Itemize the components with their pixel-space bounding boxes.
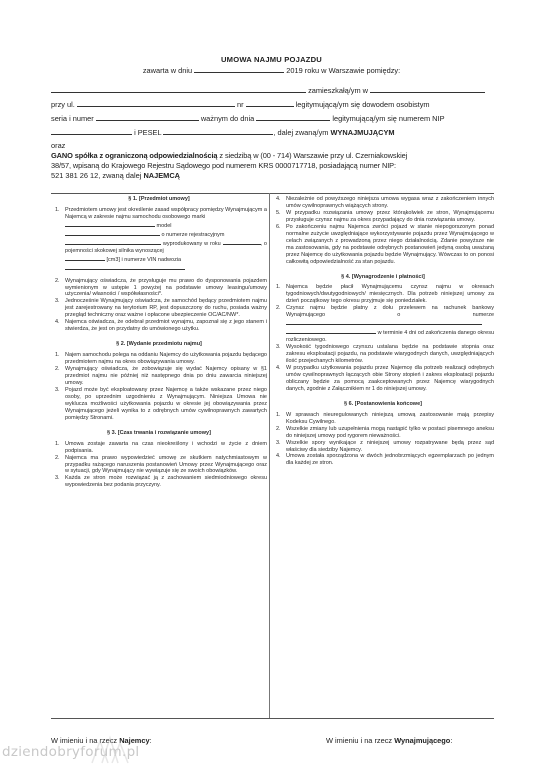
list-item: 3. Pojazd może być eksploatowany przez Najemcę a także wskazane przez niego osoby, po uprzednim uzgodnieniu z Wynajmującym. Niniejsza Umowa nie wyklucza możliwości użytkowania pojazdu w okresie jej obowiązywania przez Wynajmującego jeżeli wynika to z odrębnych umów cywilnoprawnych zawartych pomiędzy Stronami. (55, 386, 267, 421)
signature-najemca: W imieniu i na rzecz Najemcy: (51, 736, 152, 745)
intro-line-1: zawarta w dniu 2019 roku w Warszawie pomiędzy: (142, 66, 401, 75)
section-6-title: § 6. [Postanowienia końcowe] (344, 400, 422, 407)
column-divider (269, 193, 270, 718)
nip-field[interactable] (51, 127, 132, 135)
list-item: 3. Wysokość tygodniowego czynszu ustalana będzie na podstawie stopnia oraz zakresu eksploatacji pojazdu, na podstawie wiarygodnych danych, uwzględniających ilość przejechanych kilometrów. (276, 344, 494, 365)
intro-line-2: zamieszkałą/ym w (51, 85, 493, 96)
bank-account-field-cont[interactable] (286, 328, 376, 334)
list-item: 4. Niezależnie od powyższego niniejsza umowa wygasa wraz z zakończeniem innych umów cywilnoprawnych wiążących strony. (276, 196, 494, 209)
list-item: 3. Jednocześnie Wynajmujący oświadcza, że samochód będący przedmiotem najmu jest zarejestrowany na terytorium RP, jest dopuszczony do ruchu, posiada ważny przegląd techniczny oraz ważne i opłacone ubezpieczenie OC/AC/NW*. (55, 298, 267, 319)
right-column (272, 193, 494, 467)
section-2-title: § 2. [Wydanie przedmiotu najmu] (116, 341, 202, 348)
list-item: 4. Umowa została sporządzona w dwóch jednobrzmiących egzemplarzach po jednym dla każdej ze stron. (276, 453, 494, 467)
box-bottom-border (51, 718, 494, 719)
engine-capacity-field[interactable] (65, 255, 105, 261)
list-item: 3. Każda ze stron może rozwiązać ją z zachowaniem siedmiodniowego okresu wypowiedzenia bez podania przyczyny. (55, 475, 267, 489)
production-year-field[interactable] (223, 239, 261, 245)
street-field[interactable] (77, 99, 235, 107)
list-item: 4. W przypadku użytkowania pojazdu przez Najemcę dla potrzeb realizacji odrębnych umów cywilnoprawnych łączących obie Strony stopień i zakres eksploatacji pojazdu obliczany będzie za pomocą zaakceptowanych przez Najemcę wiarygodnych danych, zgodnie z Załącznikiem nr 1 do niniejszej umowy. (276, 364, 494, 392)
date-field[interactable] (194, 65, 284, 73)
left-column (51, 193, 267, 489)
list-item: 4. Najemca oświadcza, że odebrał przedmiot wynajmu, zapoznał się z jego stanem i stwierdza, że jest on przydatny do umówionego użytku. (55, 319, 267, 333)
registration-field[interactable] (65, 239, 161, 245)
list-item: 3. Wszelkie spory wynikające z niniejszej umowy rozpatrywane będą przez sąd właściwy dla siedziby Najemcy. (276, 439, 494, 453)
car-model-field[interactable] (65, 230, 160, 236)
house-number-field[interactable] (246, 99, 294, 107)
section-4-title: § 4. [Wynagrodzenie i płatności] (341, 273, 425, 280)
list-item: 1. Najemca będzie płacił Wynajmującemu czynsz najmu w okresach tygodniowych/dwutygodniowych/ miesięcznych. Dla potrzeb niniejszej umowy za dzień początkowy tego okresu przyjmuje się poniedziałek. (276, 284, 494, 305)
vin-field[interactable] (65, 264, 185, 270)
intro-line-4: seria i numer ważnym do dnia legitymującą/ym się numerem NIP (51, 114, 445, 123)
list-item: 2. Najemca ma prawo wypowiedzieć umowę ze skutkiem natychmiastowym w przypadku rażącego naruszenia postanowień Umowy przez Wynajmującego oraz w sytuacji, gdy Wynajmujący nie wywiązuje się ze swoich obowiązków. (55, 454, 267, 475)
list-item: 2. Wynajmujący oświadcza, że przysługuje mu prawo do dysponowania pojazdem wymienionym w ustępie 1 powyżej na podstawie umowy leasingu/umowy użyczenia/ własności / współwłasności*. (55, 277, 267, 298)
section-1-title: § 1. [Przedmiot umowy] (128, 196, 190, 202)
car-make-field[interactable] (65, 221, 155, 227)
list-item: 6. Po zakończeniu najmu Najemca zwróci pojazd w stanie niepogorszonym ponad normalne zużycie uwzględniające wykorzystywanie pojazdu przez Wynajmującego w celach związanych z prowadzoną przez niego działalnością. Zdanie powyższe nie ma zastosowania, gdy na podstawie odrębnych postanowień jedyną osobą uważaną przez Najemcę do użytkowania pojazdu będzie Wynajmujący. Wówczas to on ponosi całkowitą odpowiedzialność za stan pojazdu. (276, 223, 494, 265)
city-field[interactable] (370, 85, 485, 93)
intro-line-6: GANO spółka z ograniczoną odpowiedzialnością z siedzibą w (00 - 714) Warszawie przy ul. Czerniakowskiej (51, 151, 408, 160)
intro-oraz: oraz (51, 141, 66, 150)
id-expiry-field[interactable] (256, 113, 330, 121)
intro-line-7: 38/57, wpisaną do Krajowego Rejestru Sądowego pod numerem KRS 0000717718, posiadającą numer NIP: (51, 161, 396, 170)
signature-wynajmujacy: W imieniu i na rzecz Wynajmującego: (326, 736, 453, 745)
list-item: 2. Wszelkie zmiany lub uzupełnienia mogą nastąpić tylko w postaci pisemnego aneksu do niniejszej umowy pod rygorem nieważności. (276, 425, 494, 439)
pesel-field[interactable] (163, 127, 273, 135)
name-field[interactable] (51, 85, 306, 93)
list-item: 1. Przedmiotem umowy jest określenie zasad współpracy pomiędzy Wynajmującym a Najemcą w zakresie najmu samochodu osobowego marki model o numerze rejestracyjnym wyprodukowany w roku , o pojemności skokowej silnika wynoszącej [cm3] i numerze VIN nadwozia (51, 207, 267, 273)
list-item: 1. Najem samochodu polega na oddaniu Najemcy do użytkowania pojazdu będącego przedmiotem najmu na okres obowiązywania umowy. (55, 352, 267, 366)
intro-line-5: i PESEL , dalej zwaną/ym WYNAJMUJĄCYM (51, 127, 493, 138)
list-item: 2. Wynajmujący oświadcza, że zobowiązuje się wydać Najemcy opisany w §1 przedmiot najmu nie później niż następnego dnia po dniu zawarcia niniejszej umowy. (55, 366, 267, 386)
list-item: 5. W przypadku rozwiązania umowy przez którąkolwiek ze stron, Wynajmującemu przysługuje czynsz najmu za okres przypadający do dnia rozwiązania umowy. (276, 209, 494, 223)
section-3-title: § 3. [Czas trwania i rozwiązanie umowy] (107, 429, 211, 436)
intro-line-8: 521 381 26 12, zwaną dalej NAJEMCĄ (51, 171, 181, 180)
id-number-field[interactable] (96, 113, 199, 121)
list-item: 2. Czynsz najmu będzie płatny z dołu przelewem na rachunek bankowy Wynajmującego o numerze w terminie 4 dni od zakończenia danego okresu rozliczeniowego. (276, 305, 495, 344)
list-item: 1. W sprawach nieuregulowanych niniejszą umową zastosowanie mają przepisy Kodeksu Cywilnego. (276, 411, 494, 425)
intro-line-3: przy ul. nr legitymującą/ym się dowodem osobistym (51, 100, 430, 109)
watermark-text: dziendobryforum.pl (2, 744, 140, 760)
bank-account-field[interactable] (286, 319, 482, 325)
document-title: UMOWA NAJMU POJAZDU (221, 55, 322, 64)
list-item: 1. Umowa zostaje zawarta na czas nieokreślony i wchodzi w życie z dniem podpisania. (55, 440, 267, 454)
